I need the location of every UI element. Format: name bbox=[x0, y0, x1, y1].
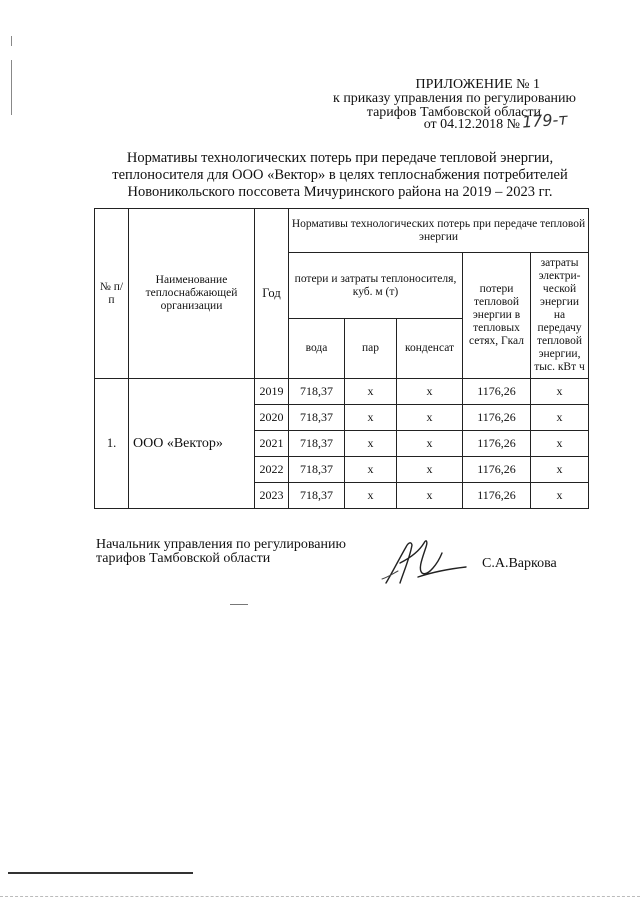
cell-electric: х bbox=[531, 457, 589, 483]
header-row-number: № п/п bbox=[95, 209, 129, 379]
cell-year: 2020 bbox=[255, 405, 289, 431]
row-number: 1. bbox=[95, 379, 129, 509]
order-reference-line: к приказу управления по регулированию bbox=[333, 91, 576, 106]
scan-artifact-mark bbox=[11, 36, 12, 46]
cell-heat-loss: 1176,26 bbox=[463, 431, 531, 457]
signer-position bbox=[96, 538, 346, 566]
order-authority-line: тарифов Тамбовской области bbox=[366, 105, 541, 120]
document-title-line-3: Новоникольского поссовета Мичуринского района на 2019 – 2023 гг. bbox=[127, 184, 553, 200]
scan-artifact-bottom-edge bbox=[0, 896, 640, 898]
cell-water: 718,37 bbox=[289, 431, 345, 457]
cell-condensate: х bbox=[397, 483, 463, 509]
cell-heat-loss: 1176,26 bbox=[463, 483, 531, 509]
cell-year: 2021 bbox=[255, 431, 289, 457]
cell-steam: х bbox=[345, 457, 397, 483]
cell-electric: х bbox=[531, 379, 589, 405]
cell-heat-loss: 1176,26 bbox=[463, 457, 531, 483]
header-heat-losses: потери тепловой энергии в тепловых сетях, Гкал bbox=[463, 253, 531, 379]
cell-year: 2019 bbox=[255, 379, 289, 405]
scan-artifact-dash bbox=[230, 604, 248, 605]
header-electric-costs: затраты электри-ческой энергии на передачу тепловой энергии, тыс. кВт ч bbox=[531, 253, 589, 379]
signer-position-line-2: тарифов Тамбовской области bbox=[96, 551, 271, 566]
header-norms-group: Нормативы технологических потерь при передаче тепловой энергии bbox=[289, 209, 589, 253]
cell-heat-loss: 1176,26 bbox=[463, 379, 531, 405]
cell-condensate: х bbox=[397, 405, 463, 431]
cell-water: 718,37 bbox=[289, 405, 345, 431]
cell-water: 718,37 bbox=[289, 483, 345, 509]
header-coolant-losses: потери и затраты теплоносителя, куб. м (т) bbox=[289, 253, 463, 319]
scan-artifact-line bbox=[11, 60, 12, 115]
cell-year: 2022 bbox=[255, 457, 289, 483]
header-steam: пар bbox=[345, 319, 397, 379]
header-condensate: конденсат bbox=[397, 319, 463, 379]
document-title-line-2: теплоносителя для ООО «Вектор» в целях теплоснабжения потребителей bbox=[112, 167, 568, 183]
organization-name: ООО «Вектор» bbox=[129, 379, 255, 509]
appendix-heading: ПРИЛОЖЕНИЕ № 1 bbox=[415, 77, 540, 92]
header-organization: Наименование теплоснабжающей организации bbox=[129, 209, 255, 379]
cell-steam: х bbox=[345, 379, 397, 405]
cell-year: 2023 bbox=[255, 483, 289, 509]
signer-name: С.А.Варкова bbox=[482, 556, 557, 571]
cell-steam: х bbox=[345, 483, 397, 509]
handwritten-signature bbox=[378, 533, 478, 589]
cell-steam: х bbox=[345, 405, 397, 431]
norms-table bbox=[94, 208, 589, 509]
footnote-rule bbox=[8, 872, 193, 874]
cell-steam: х bbox=[345, 431, 397, 457]
document-title-line-1: Нормативы технологических потерь при передаче тепловой энергии, bbox=[126, 150, 554, 166]
cell-electric: х bbox=[531, 431, 589, 457]
cell-water: 718,37 bbox=[289, 457, 345, 483]
cell-electric: х bbox=[531, 483, 589, 509]
order-date-line: от 04.12.2018 № bbox=[423, 117, 520, 132]
cell-condensate: х bbox=[397, 379, 463, 405]
header-water: вода bbox=[289, 319, 345, 379]
handwritten-order-number: 179-т bbox=[521, 109, 569, 132]
cell-water: 718,37 bbox=[289, 379, 345, 405]
cell-electric: х bbox=[531, 405, 589, 431]
cell-condensate: х bbox=[397, 457, 463, 483]
header-year: Год bbox=[255, 209, 289, 379]
cell-heat-loss: 1176,26 bbox=[463, 405, 531, 431]
cell-condensate: х bbox=[397, 431, 463, 457]
signer-position-line-1: Начальник управления по регулированию bbox=[96, 537, 346, 552]
